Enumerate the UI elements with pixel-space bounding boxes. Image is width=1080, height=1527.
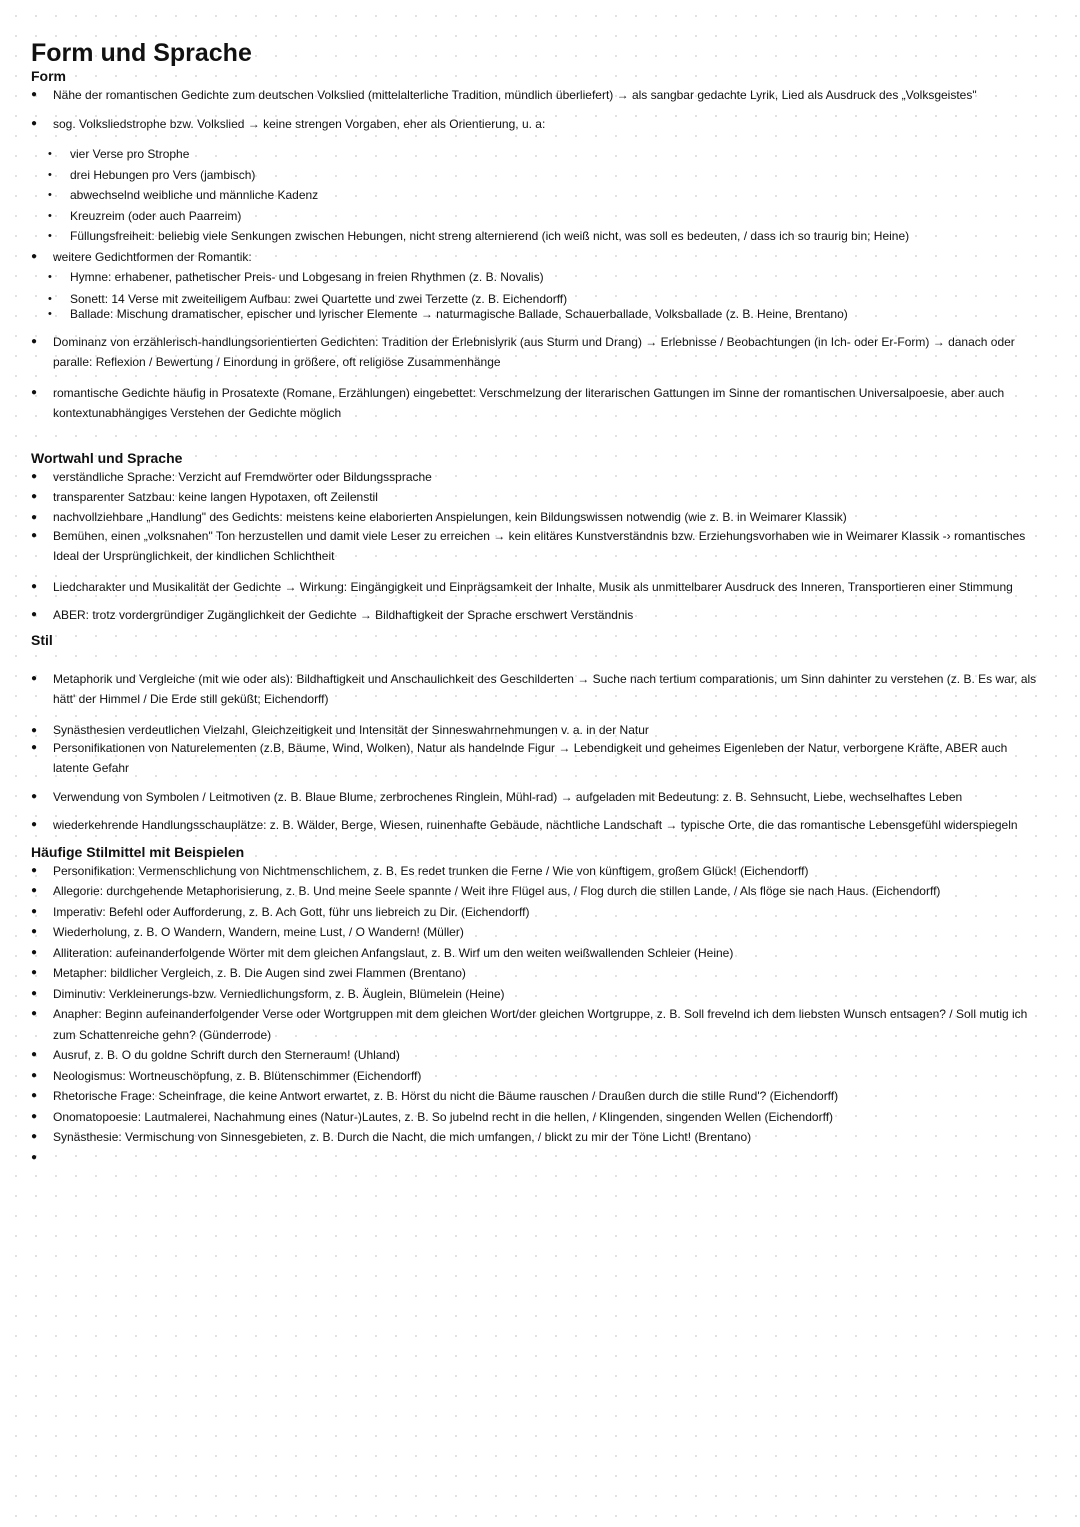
gedichtformen-sublist [31, 267, 1040, 322]
list-item: ● Verwendung von Symbolen / Leitmotiven (z. B. Blaue Blume, zerbrochenes Ringlein, Mühl-rad) → aufgeladen mit Bedeutung: z. B. Sehnsucht, Liebe, wechselhaftes Leben [31, 787, 1040, 808]
list-item: ● Onomatopoesie: Lautmalerei, Nachahmung eines (Natur-)Lautes, z. B. So jubelnd recht in die hellen, / Klingenden, singenden Wellen (Eichendorff) [31, 1107, 1040, 1128]
list-item: ● Neologismus: Wortneuschöpfung, z. B. Blütenschimmer (Eichendorff) [31, 1066, 1040, 1087]
form-bullet-5: ● romantische Gedichte häufig in Prosatexte (Romane, Erzählungen) eingebettet: Verschmelzung der literarischen Gattungen im Sinne der romantischen Universalpoesie, aber auch kontextunabhängiges Verstehen der Gedichte möglich [31, 383, 1040, 424]
sub-list-item: • Sonett: 14 Verse mit zweiteiligem Aufbau: zwei Quartette und zwei Terzette (z. B. Eichendorff) [31, 292, 1040, 307]
list-item: ● Personifikationen von Naturelementen (z.B, Bäume, Wind, Wolken), Natur als handelnde Figur → Lebendigkeit und geheimes Eigenleben der Natur, verborgene Kräfte, ABER auch latente Gefahr [31, 738, 1040, 779]
list-item: ● Metaphorik und Vergleiche (mit wie oder als): Bildhaftigkeit und Anschaulichkeit des Geschilderten → Suche nach tertium comparationis, um Sinn dahinter zu verstehen (z. B. Es war, als hätt' der Himmel / Die Erde still geküßt; Eichendorff) [31, 669, 1040, 710]
form-bullet-4: ● Dominanz von erzählerisch-handlungsorientierten Gedichten: Tradition der Erlebnislyrik (aus Sturm und Drang) → Erlebnisse / Beobachtungen (in Ich- oder Er-Form) → danach oder paralle: Reflexion / Bewertung / Einordung in größere, oft religiöse Zusammenhänge [31, 332, 1040, 373]
sub-list-item: • abwechselnd weibliche und männliche Kadenz [31, 185, 1040, 206]
page-title: Form und Sprache [31, 39, 252, 67]
list-item: ● verständliche Sprache: Verzicht auf Fremdwörter oder Bildungssprache [31, 467, 1040, 488]
list-item: ● ABER: trotz vordergründiger Zugänglichkeit der Gedichte → Bildhaftigkeit der Sprache erschwert Verständnis [31, 605, 1040, 626]
sub-list-item: • Ballade: Mischung dramatischer, epischer und lyrischer Elemente → naturmagische Ballade, Schauerballade, Volksballade (z. B. Heine, Brentano) [31, 307, 1040, 322]
form-list [31, 85, 1040, 134]
stilmittel-list [31, 861, 1040, 1168]
list-item: ● Allegorie: durchgehende Metaphorisierung, z. B. Und meine Seele spannte / Weit ihre Flügel aus, / Flog durch die stillen Lande, / Als flöge sie nach Haus. (Eichendorff) [31, 881, 1040, 902]
list-item: ● transparenter Satzbau: keine langen Hypotaxen, oft Zeilenstil [31, 487, 1040, 508]
list-item: ● Synästhesien verdeutlichen Vielzahl, Gleichzeitigkeit und Intensität der Sinneswahrnehmungen v. a. in der Natur [31, 723, 1040, 738]
section-heading-stilmittel: Häufige Stilmittel mit Beispielen [31, 843, 245, 860]
section-heading-stil: Stil [31, 631, 53, 648]
form-list-end [31, 332, 1040, 424]
form-bullet-1: ● Nähe der romantischen Gedichte zum deutschen Volkslied (mittelalterliche Tradition, mündlich überliefert) → als sangbar gedachte Lyrik, Lied als Ausdruck des „Volksgeistes" [31, 85, 1040, 106]
list-item: ● wiederkehrende Handlungsschauplätze: z. B. Wälder, Berge, Wiesen, ruinenhafte Gebäude, nächtliche Landschaft → typische Orte, die das romantische Lebensgefühl widerspiegeln [31, 815, 1040, 836]
sub-list-item: • Hymne: erhabener, pathetischer Preis- und Lobgesang in freien Rhythmen (z. B. Novalis) [31, 267, 1040, 288]
list-item: ● Imperativ: Befehl oder Aufforderung, z. B. Ach Gott, führ uns liebreich zu Dir. (Eichendorff) [31, 902, 1040, 923]
list-item: ● Bemühen, einen „volksnahen" Ton herzustellen und damit viele Leser zu erreichen → kein elitäres Kunstverständnis bzw. Erziehungsvorhaben wie in Weimarer Klassik -› romantisches Ideal der Ursprünglichkeit, der kindlichen Schlichtheit [31, 526, 1040, 567]
list-item: ● Rhetorische Frage: Scheinfrage, die keine Antwort erwartet, z. B. Hörst du nicht die Bäume rauschen / Draußen durch die stille Rund'? (Eichendorff) [31, 1086, 1040, 1107]
sub-list-item: • drei Hebungen pro Vers (jambisch) [31, 165, 1040, 186]
volksliedstrophe-sublist [31, 144, 1040, 247]
form-bullet-3: ● weitere Gedichtformen der Romantik: [31, 247, 1040, 268]
wortwahl-list [31, 467, 1040, 626]
list-item: ● Ausruf, z. B. O du goldne Schrift durch den Sterneraum! (Uhland) [31, 1045, 1040, 1066]
section-heading-form: Form [31, 68, 66, 84]
list-item: ● Metapher: bildlicher Vergleich, z. B. Die Augen sind zwei Flammen (Brentano) [31, 963, 1040, 984]
list-item: ● Synästhesie: Vermischung von Sinnesgebieten, z. B. Durch die Nacht, die mich umfangen, / blickt zu mir der Töne Licht! (Brentano) [31, 1127, 1040, 1148]
form-list-continued [31, 247, 1040, 268]
list-item: ● Liedcharakter und Musikalität der Gedichte → Wirkung: Eingängigkeit und Einprägsamkeit der Inhalte, Musik als unmittelbarer Ausdruck des Inneren, Transportieren einer Stimmung [31, 577, 1040, 598]
sub-list-item: • vier Verse pro Strophe [31, 144, 1040, 165]
list-item: ● Diminutiv: Verkleinerungs-bzw. Verniedlichungsform, z. B. Äuglein, Blümelein (Heine) [31, 984, 1040, 1005]
form-bullet-2: ● sog. Volksliedstrophe bzw. Volkslied → keine strengen Vorgaben, eher als Orientierung, u. a: [31, 114, 1040, 135]
list-item: ● nachvollziehbare „Handlung" des Gedichts: meistens keine elaborierten Anspielungen, kein Bildungswissen notwendig (wie z. B. in Weimarer Klassik) [31, 510, 1040, 525]
sub-list-item: • Kreuzreim (oder auch Paarreim) [31, 206, 1040, 227]
sub-list-item: • Füllungsfreiheit: beliebig viele Senkungen zwischen Hebungen, nicht streng alternierend (ich weiß nicht, was soll es bedeuten, / dass ich so traurig bin; Heine) [31, 226, 1040, 247]
list-item: ● Anapher: Beginn aufeinanderfolgender Verse oder Wortgruppen mit dem gleichen Wort/der gleichen Wortgruppe, z. B. Soll frevelnd ich dem liebsten Wunsch entsagen? / Soll mutig ich zum Schattenreiche gehn? (Günderrode) [31, 1004, 1040, 1045]
list-item: ● Personifikation: Vermenschlichung von Nichtmenschlichem, z. B. Es redet trunken die Ferne / Wie von künftigem, großem Glück! (Eichendorff) [31, 861, 1040, 882]
list-item: ● Wiederholung, z. B. O Wandern, Wandern, meine Lust, / O Wandern! (Müller) [31, 922, 1040, 943]
list-item: ● Alliteration: aufeinanderfolgende Wörter mit dem gleichen Anfangslaut, z. B. Wirf um den weiten weißwallenden Schleier (Heine) [31, 943, 1040, 964]
section-heading-wortwahl: Wortwahl und Sprache [31, 449, 183, 466]
stil-list [31, 669, 1040, 836]
empty-list-item [31, 1148, 1040, 1168]
